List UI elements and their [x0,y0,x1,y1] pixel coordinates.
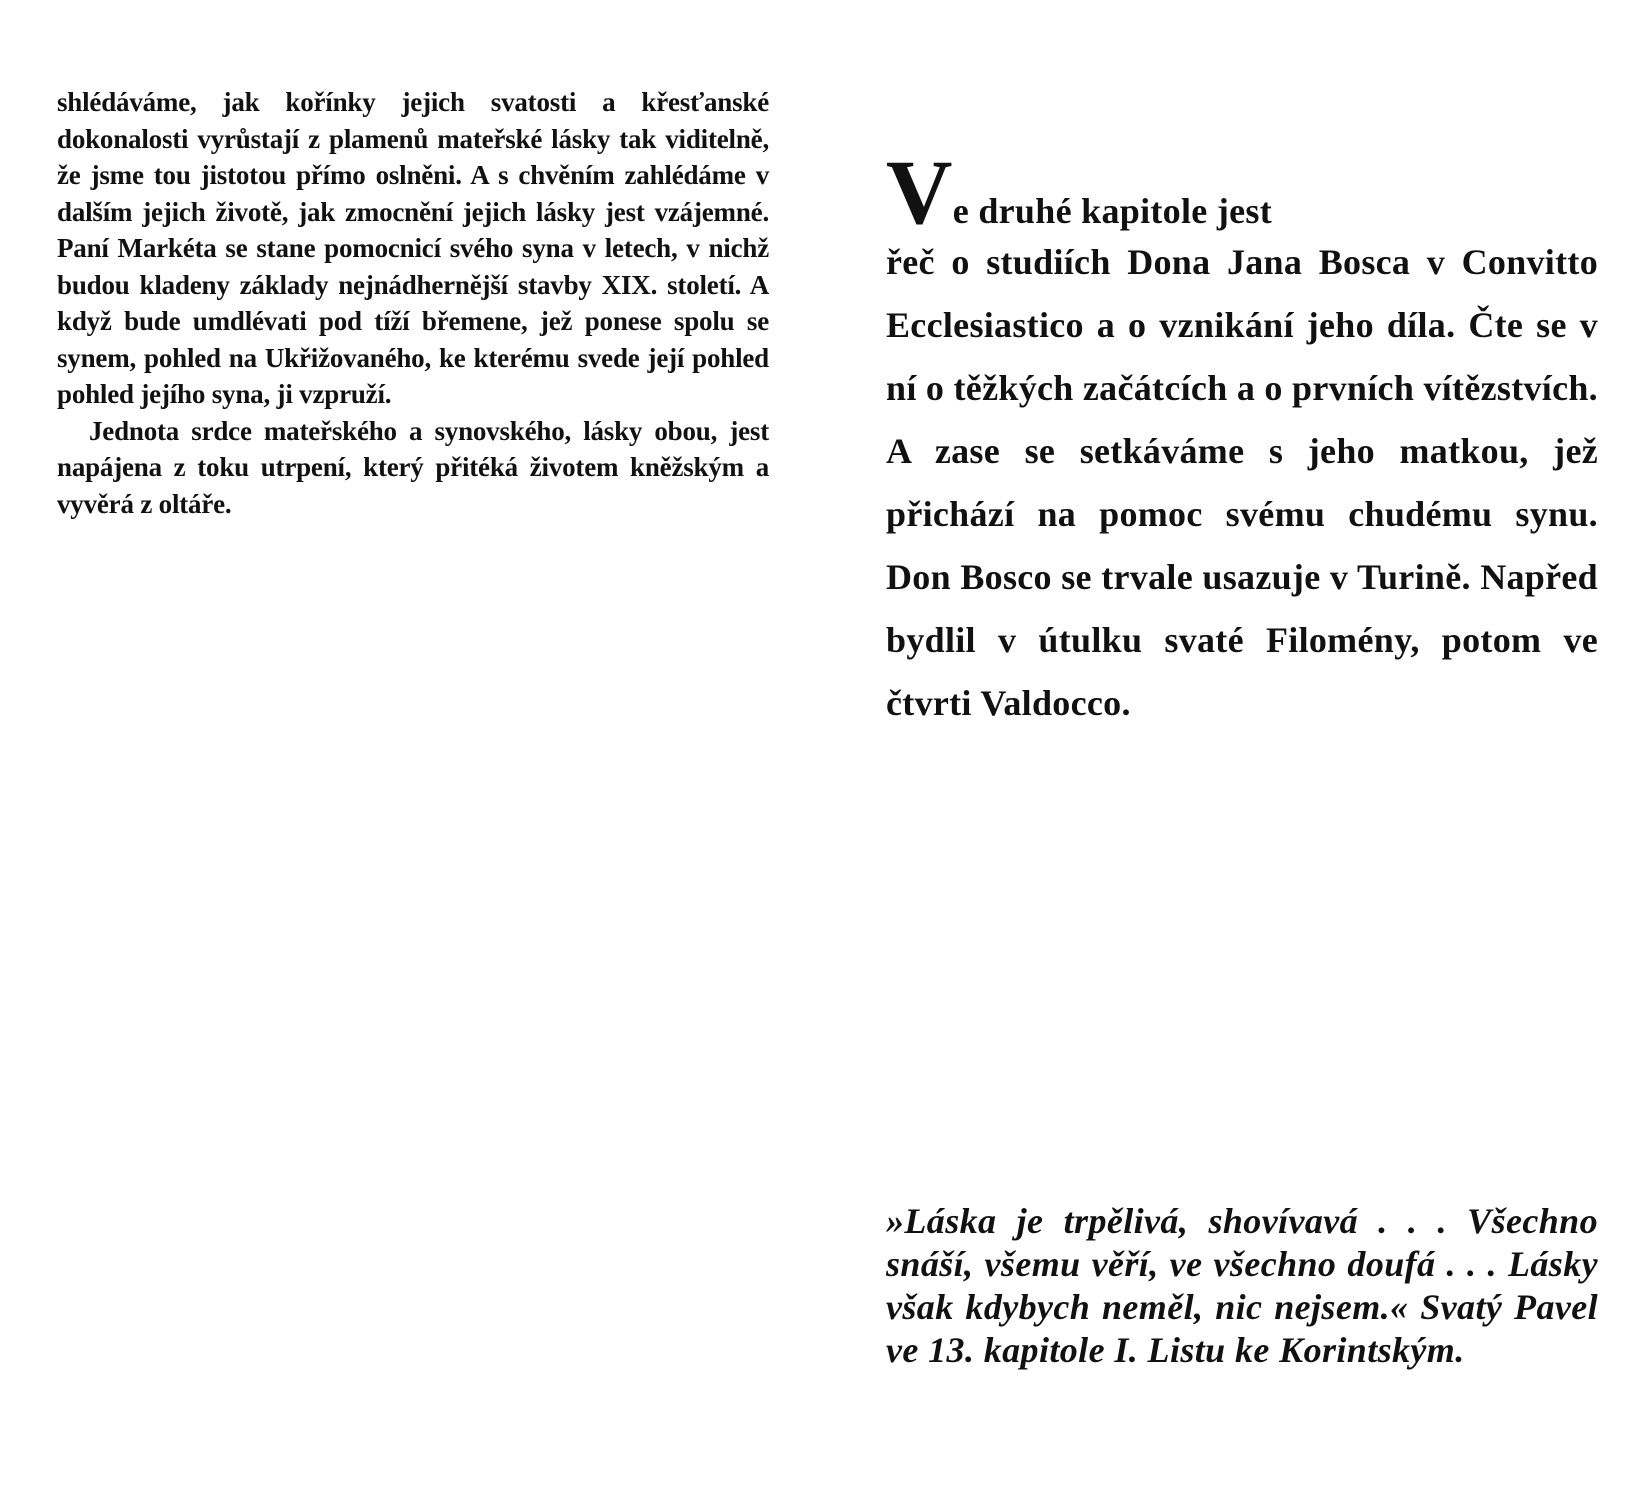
epigraph-quote: »Láska je trpělivá, shovívavá . . . Všechno snáší, všemu věří, ve všechno doufá . . . Lásky však kdybych neměl, nic nejsem.« Svatý Pavel ve 13. kapitole I. Listu ke Korintským. [886,1201,1598,1370]
left-paragraph-1: shlédáváme, jak kořínky jejich svatosti a křesťanské dokonalosti vyrůstají z plamenů mateřské lásky tak viditelně, že jsme tou jistotou přímo oslněni. A s chvěním zahlédáme v dalším jejich životě, jak zmocnění jejich lásky jest vzájemné. Paní Markéta se stane pomocnicí svého syna v letech, v nichž budou kladeny základy nejnádhernější stavby XIX. století. A když bude umdlévati pod tíží břemene, jež ponese spolu se synem, pohled na Ukřižovaného, ke kterému svede její pohled pohled jejího syna, ji vzpruží. [57,87,769,409]
chapter-opening-line [886,132,1598,243]
left-page-text [57,84,769,522]
opening-line-text: e druhé kapitole jest [952,191,1273,231]
drop-cap: V [886,141,953,243]
right-page-text [886,132,1598,735]
chapter-summary: řeč o studiích Dona Jana Bosca v Convitto Ecclesiastico a o vznikání jeho díla. Čte se v ní o těžkých začátcích a o prvních vítězstvích. A zase se setkáváme s jeho matkou, jež přichází na pomoc svému chudému synu. Don Bosco se trvale usazuje v Turině. Napřed bydlil v útulku svaté Filomény, potom ve čtvrti Valdocco. [886,242,1598,723]
left-paragraph-2: Jednota srdce mateřského a synovského, lásky obou, jest napájena z toku utrpení, který přitéká životem kněžským a vyvěrá z oltáře. [57,415,769,519]
